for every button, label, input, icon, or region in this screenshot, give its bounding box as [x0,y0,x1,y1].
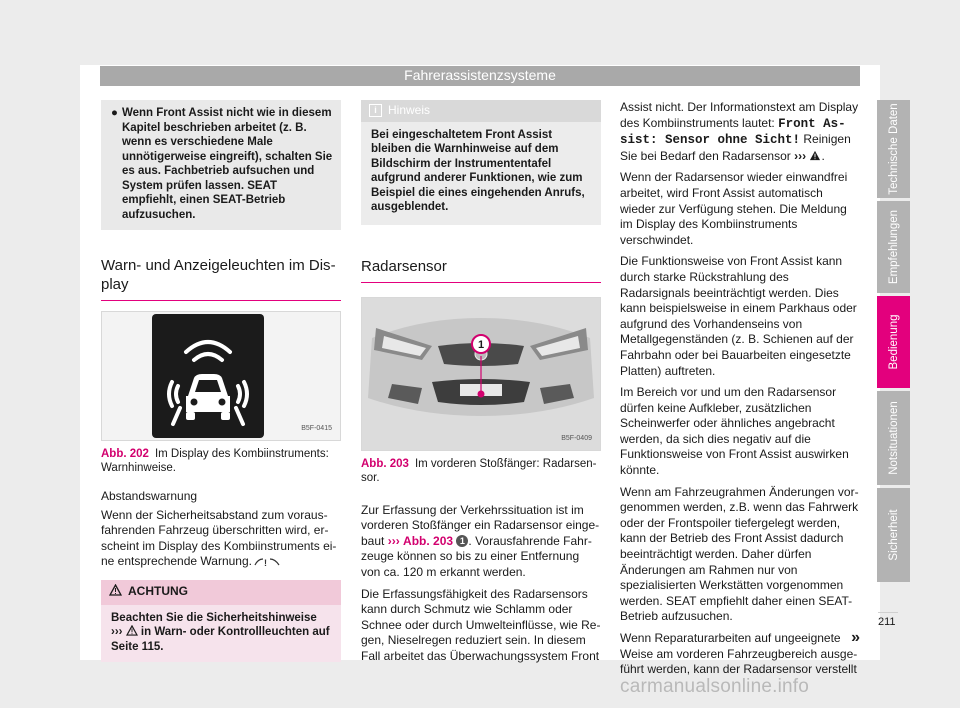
caution-text: Wenn Front Assist nicht wie in diesem Kapitel beschrieben arbeitet (z. B. wenn es verschiedene Male unnötigerweise eingreift), schalten Sie es aus. Fachbetrieb aufsuchen und System prüfen lassen. SEAT empfiehlt, einen SEAT-Betrieb aufzusuchen. [121,107,333,221]
paragraph-radar-2: Die Erfassungsfähigkeit des Radarsensors kann durch Schmutz wie Schlamm oder Schnee oder durch Umwelteinflüsse, wie Regen, Nieselregen reduziert sein. In diesem Fall arbeitet das Überwachungssystem Front [361,586,601,663]
warning-triangle-icon [126,625,138,636]
paragraph-text: Assist nicht. Der Informationstext am Display des Kombiinstruments lautet: [620,100,859,130]
hint-title: Hinweis [388,103,431,117]
bullet-icon: ● [111,107,118,119]
section-title-warnlights: Warn- und Anzeigeleuchten im Display [101,256,341,301]
tab-notsituationen[interactable] [877,391,910,485]
tab-bedienung[interactable] [877,296,910,388]
tab-label: Sicherheit [887,509,900,561]
section-title-radarsensor: Radarsensor [361,257,601,283]
figure-code: B5F-0415 [301,425,332,433]
paragraph-3-6 [620,631,860,678]
hint-body: Bei eingeschaltetem Front Assist bleiben die Warnhinweise auf dem Bildschirm der Instrumententafel aufgrund anderer Funktionen, wie zum Beispiel die eines eingehenden Anrufs, ausgeblendet. [361,122,601,225]
tab-sicherheit[interactable] [877,488,910,582]
tab-technische-daten[interactable] [877,100,910,198]
caution-continued-box [101,100,341,230]
info-icon: i [369,104,382,117]
page-number: 211 [878,616,896,628]
figure-caption [101,447,341,475]
warning-body [101,605,341,663]
warning-text: Beachten Sie die Sicherheitshinweise [111,611,317,624]
warning-reference-text[interactable]: in Warn- oder Kontrollleuchten auf Seite 115. [111,626,330,653]
warning-header [101,580,341,605]
page-number-divider [878,612,898,613]
paragraph-text: Wenn Reparaturarbeiten auf ungeeignete Weise am vorderen Fahrzeugbereich ausgeführt werden, kann der Radarsensor verstellt [620,631,858,677]
column-left [101,100,341,662]
paragraph-radar-1 [361,503,601,581]
reference-arrow[interactable]: ››› [111,626,123,639]
paragraph-display-text: Assist nicht. Der Informationstext am Display des Kombiinstruments lautet: Front Assist: Sensor ohne Sicht! Reinigen Sie bei Bedarf den Radarsensor ››› . [620,100,859,163]
figure-caption-text: Im vorderen Stoßfänger: Radarsensor. [361,457,597,484]
continue-arrow[interactable]: » [851,629,860,646]
figure-caption [361,457,601,485]
warning-triangle-icon [809,150,821,161]
subhead-distance-warning: Abstandswarnung [101,489,198,503]
warning-box [101,580,341,662]
figure-number: Abb. 203 [361,457,409,470]
callout-circle-1: 1 [456,535,468,547]
callout-1: 1 [477,338,485,351]
paragraph-distance-warning [101,508,341,570]
column-middle [361,100,601,671]
hint-box [361,100,601,225]
figure-202 [101,311,341,441]
warning-title: ACHTUNG [128,584,188,599]
figure-203 [361,297,601,451]
paragraph-3-5: Wenn am Fahrzeugrahmen Änderungen vorgenommen werden, z.B. wenn das Fahrwerk oder der Frontspoiler tiefergelegt werden, kann der Betrieb des Front Assist dadurch beeinträchtigt werden. Daher dürfen Änderungen am Rahmen nur von spezialisierten Werkstätten vorgenommen werden. SEAT empfiehlt daher einen SEAT-Betrieb aufzusuchen. [620,484,859,624]
reference-arrow[interactable]: ››› [794,148,807,163]
paragraph-3-3: Die Funktionsweise von Front Assist kann durch starke Rückstrahlung des Radarsignals beeinträchtigt werden. Dies kann beispielsweise in einem Parkhaus oder aufgrund des Vorhandenseins von Metallgegenständen (z. B. Schienen auf der Fahrbahn oder bei Bauarbeiten eingesetzte Platten) auftreten. [620,254,857,378]
paragraph-3-4: Im Bereich vor und um den Radarsensor dürfen keine Aufkleber, zusätzlichen Scheinwerfer oder ähnliches angebracht werden, da sich dies negativ auf die Funktionsweise von Front Assist auswirken könnte. [620,385,849,478]
column-right [620,100,860,684]
chapter-title: Fahrerassistenzsysteme [404,67,556,83]
distance-warning-icon [254,557,280,567]
tab-label: Empfehlungen [887,209,900,285]
tab-label: Notsituationen [887,401,900,475]
display-message: Front Assist: Sensor ohne Sicht! [620,116,846,148]
paragraph-3-2: Wenn der Radarsensor wieder einwandfrei arbeitet, wird Front Assist automatisch wieder zur Verfügung stehen. Die Meldung im Display des Kombiinstruments verschwindet. [620,170,848,247]
figure-caption-text: Im Display des Kombiinstruments: Warnhinweise. [101,448,329,474]
paragraph-text: . Vorausfahrende Fahrzeuge können so bis zu einer Entfernung von ca. 120 m erkannt werden. [361,533,592,579]
chapter-header [100,66,860,86]
reference-arrow[interactable]: ››› [387,533,400,548]
tab-label: Bedienung [887,314,900,370]
figure-code: B5F-0409 [561,435,592,442]
figure-number: Abb. 202 [101,448,149,460]
warning-triangle-icon [109,584,122,601]
hint-header [361,100,601,122]
figure-reference[interactable]: Abb. 203 [403,533,454,548]
paragraph-text: Zur Erfassung der Verkehrssituation ist im vorderen Stoßfänger ein Radarsensor eingebaut [361,502,600,548]
svg-text:!: ! [264,558,267,568]
paragraph-text: Wenn der Sicherheitsabstand zum vorausfahrenden Fahrzeug überschritten wird, erscheint im Display des Kombiinstruments eine entsprechende Warnung. [101,507,337,569]
car-front-image [362,298,600,450]
watermark: carmanualsonline.info [620,676,810,697]
tab-label: Technische Daten [887,103,900,195]
tab-empfehlungen[interactable] [877,201,910,293]
paragraph-text: Reinigen Sie bei Bedarf den Radarsensor [620,132,851,163]
